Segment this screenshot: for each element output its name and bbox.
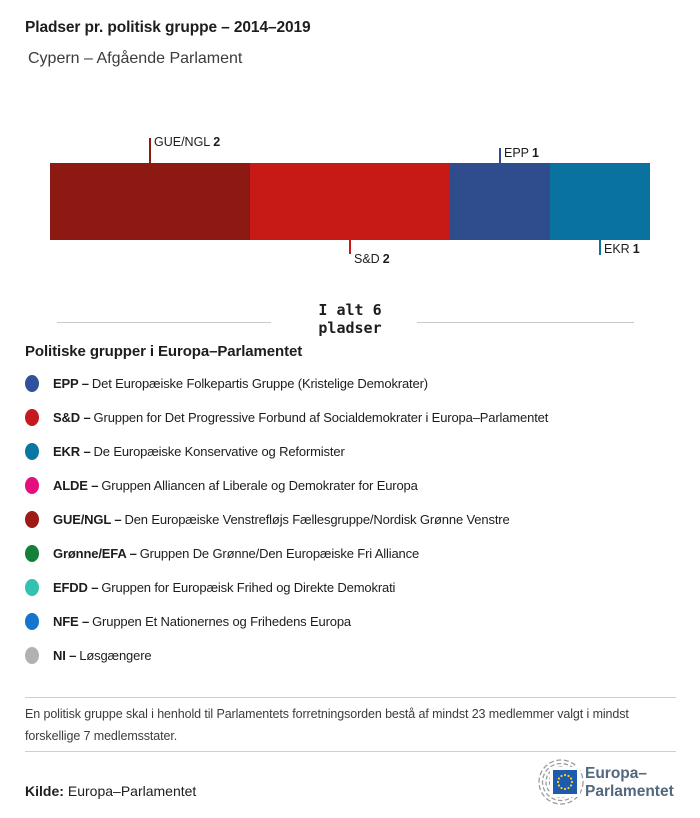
legend-item-nfe xyxy=(25,604,685,638)
eu-star xyxy=(560,787,562,789)
eu-star xyxy=(570,784,572,786)
legend-item-abbr: ALDE – xyxy=(53,477,99,493)
callout-seat-count: 1 xyxy=(632,242,640,256)
legend-item-ni xyxy=(25,638,685,672)
legend-item-epp xyxy=(25,366,685,400)
legend-list xyxy=(25,366,685,672)
legend-item-abbr: NFE – xyxy=(53,613,90,629)
legend-color-dot xyxy=(25,511,39,528)
legend-item-name: Den Europæiske Venstrefløjs Fællesgruppe/Nordisk Grønne Venstre xyxy=(124,511,510,527)
callout-group-name: S&D xyxy=(354,252,380,266)
legend-color-dot xyxy=(25,545,39,562)
legend-item-efdd xyxy=(25,570,685,604)
legend-item-name: De Europæiske Konservative og Reformister xyxy=(93,443,345,459)
legend-item-text xyxy=(53,648,151,663)
ep-logo xyxy=(505,757,677,812)
callout-line-epp xyxy=(499,148,501,163)
legend-item-abbr: EFDD – xyxy=(53,579,99,595)
legend-color-dot xyxy=(25,409,39,426)
eu-star xyxy=(560,775,562,777)
legend-color-dot xyxy=(25,647,39,664)
legend-item-abbr: GUE/NGL – xyxy=(53,511,122,527)
legend-item-text xyxy=(53,410,548,425)
stacked-bar xyxy=(50,163,650,240)
source xyxy=(25,783,196,799)
legend-item-s-d xyxy=(25,400,685,434)
eu-star xyxy=(570,777,572,779)
bar-segment-ekr xyxy=(550,163,650,240)
total-seats-line1: I alt 6 xyxy=(318,301,382,319)
legend-item-name: Gruppen for Det Progressive Forbund af Socialdemokrater i Europa–Parlamentet xyxy=(93,409,549,425)
callout-seat-count: 2 xyxy=(213,135,221,149)
eu-star xyxy=(558,784,560,786)
legend-item-ekr xyxy=(25,434,685,468)
legend-item-text xyxy=(53,580,395,595)
legend-item-text xyxy=(53,444,345,459)
legend-item-name: Gruppen Alliancen af Liberale og Demokrater for Europa xyxy=(101,477,418,493)
source-label: Kilde: xyxy=(25,783,64,799)
legend-item-name: Gruppen Et Nationernes og Frihedens Europa xyxy=(92,613,352,629)
seats-bar-chart xyxy=(0,130,700,282)
legend-item-abbr: S&D – xyxy=(53,409,91,425)
callout-line-ekr xyxy=(599,240,601,255)
legend-item-alde xyxy=(25,468,685,502)
legend-color-dot xyxy=(25,375,39,392)
legend-item-name: Løsgængere xyxy=(79,647,152,663)
legend-item-abbr: EPP – xyxy=(53,375,89,391)
legend-color-dot xyxy=(25,579,39,596)
callout-seat-count: 1 xyxy=(532,146,539,160)
callout-line-s-d xyxy=(349,240,351,254)
legend-item-name: Det Europæiske Folkepartis Gruppe (Kristelige Demokrater) xyxy=(91,375,428,391)
divider-above-footnote xyxy=(25,697,676,698)
legend-item-text xyxy=(53,376,428,391)
total-divider-right xyxy=(417,322,634,323)
legend-item-text xyxy=(53,512,510,527)
legend-item-abbr: Grønne/EFA – xyxy=(53,545,137,561)
legend-item-name: Gruppen for Europæisk Frihed og Direkte Demokrati xyxy=(101,579,396,595)
eu-star xyxy=(567,775,569,777)
callout-line-gue-ngl xyxy=(149,138,151,163)
bar-segment-epp xyxy=(450,163,550,240)
bar-segment-s-d xyxy=(250,163,450,240)
legend-item-text xyxy=(53,478,418,493)
callout-group-name: EKR xyxy=(604,242,630,256)
callout-group-name: GUE/NGL xyxy=(154,135,211,149)
total-seats-label xyxy=(0,302,700,337)
legend-item-gr-nne-efa xyxy=(25,536,685,570)
legend-color-dot xyxy=(25,443,39,460)
legend-item-text xyxy=(53,546,419,561)
page-subtitle: Cypern – Afgående Parlament xyxy=(28,50,243,67)
total-seats-line2: pladser xyxy=(318,318,382,337)
legend-heading: Politiske grupper i Europa–Parlamentet xyxy=(25,343,303,360)
ep-logo-graphic xyxy=(505,757,677,807)
callout-label-ekr xyxy=(604,242,640,256)
legend-item-gue-ngl xyxy=(25,502,685,536)
divider-below-footnote xyxy=(25,751,676,752)
legend-color-dot xyxy=(25,613,39,630)
eu-star xyxy=(557,781,559,783)
eu-star xyxy=(558,777,560,779)
footnote: En politisk gruppe skal i henhold til Parlamentets forretningsorden bestå af mindst 23 medlemmer valgt i mindst forskellige 7 medlemsstater. xyxy=(25,707,629,743)
legend-item-text xyxy=(53,614,351,629)
eu-star xyxy=(571,781,573,783)
source-value: Europa–Parlamentet xyxy=(67,783,197,799)
legend-color-dot xyxy=(25,477,39,494)
legend-item-abbr: EKR – xyxy=(53,443,91,459)
callout-group-name: EPP xyxy=(504,146,530,160)
logo-text: Europa– Parlamentet xyxy=(585,765,674,800)
page-title: Pladser pr. politisk gruppe – 2014–2019 xyxy=(25,19,311,36)
eu-star xyxy=(564,774,566,776)
legend-item-name: Gruppen De Grønne/Den Europæiske Fri Alliance xyxy=(139,545,420,561)
eu-star xyxy=(567,787,569,789)
callout-label-gue-ngl xyxy=(154,135,220,149)
legend-item-abbr: NI – xyxy=(53,647,77,663)
callout-label-epp xyxy=(504,146,539,160)
callout-label-s-d xyxy=(354,252,390,266)
bar-segment-gue-ngl xyxy=(50,163,250,240)
eu-flag xyxy=(553,770,577,794)
callout-seat-count: 2 xyxy=(382,252,390,266)
eu-star xyxy=(564,788,566,790)
